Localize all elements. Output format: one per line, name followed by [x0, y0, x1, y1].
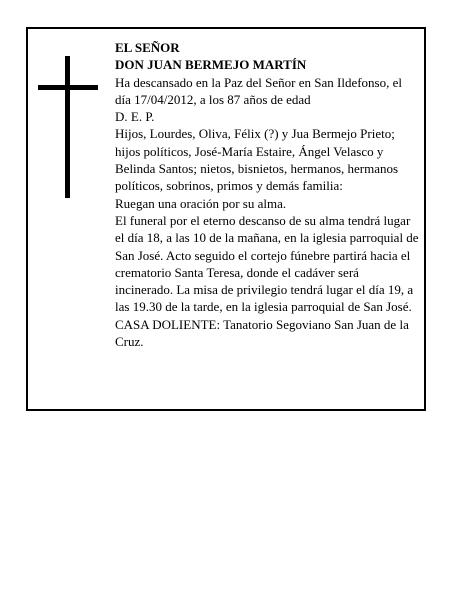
family-list: Hijos, Lourdes, Oliva, Félix (?) y Jua Bermejo Prieto; hijos políticos, José-María Estaire, Ángel Velasco y Belinda Santos; nietos, bisnietos, hermanos, hermanos políticos, sobrinos, primos y demás familia:	[115, 126, 399, 194]
rip-abbreviation: D. E. P.	[115, 109, 155, 125]
mourning-house: CASA DOLIENTE: Tanatorio Segoviano San Juan de la Cruz.	[115, 316, 409, 350]
deceased-name: DON JUAN BERMEJO MARTÍN	[115, 57, 307, 73]
death-announcement: Ha descansado en la Paz del Señor en San Ildefonso, el día 17/04/2012, a los 87 años de edad	[115, 74, 402, 107]
funeral-details: El funeral por el eterno descanso de su alma tendrá lugar el día 18, a las 10 de la mañana, en la iglesia parroquial de San José. Acto seguido el cortejo fúnebre partirá hacia el crematorio Santa Teresa, donde el cadáver será incinerado. La misa de privilegio tendrá lugar el día 19, a las 19.30 de la tarde, en la iglesia parroquial de San José.	[115, 212, 419, 315]
cross-vertical-bar	[65, 56, 70, 198]
obituary-text	[115, 39, 420, 350]
title-line-1: EL SEÑOR	[115, 40, 180, 55]
prayer-request: Ruegan una oración por su alma.	[115, 195, 287, 211]
cross-icon	[38, 56, 98, 198]
obituary-notice	[26, 27, 426, 411]
cross-horizontal-bar	[38, 85, 98, 90]
